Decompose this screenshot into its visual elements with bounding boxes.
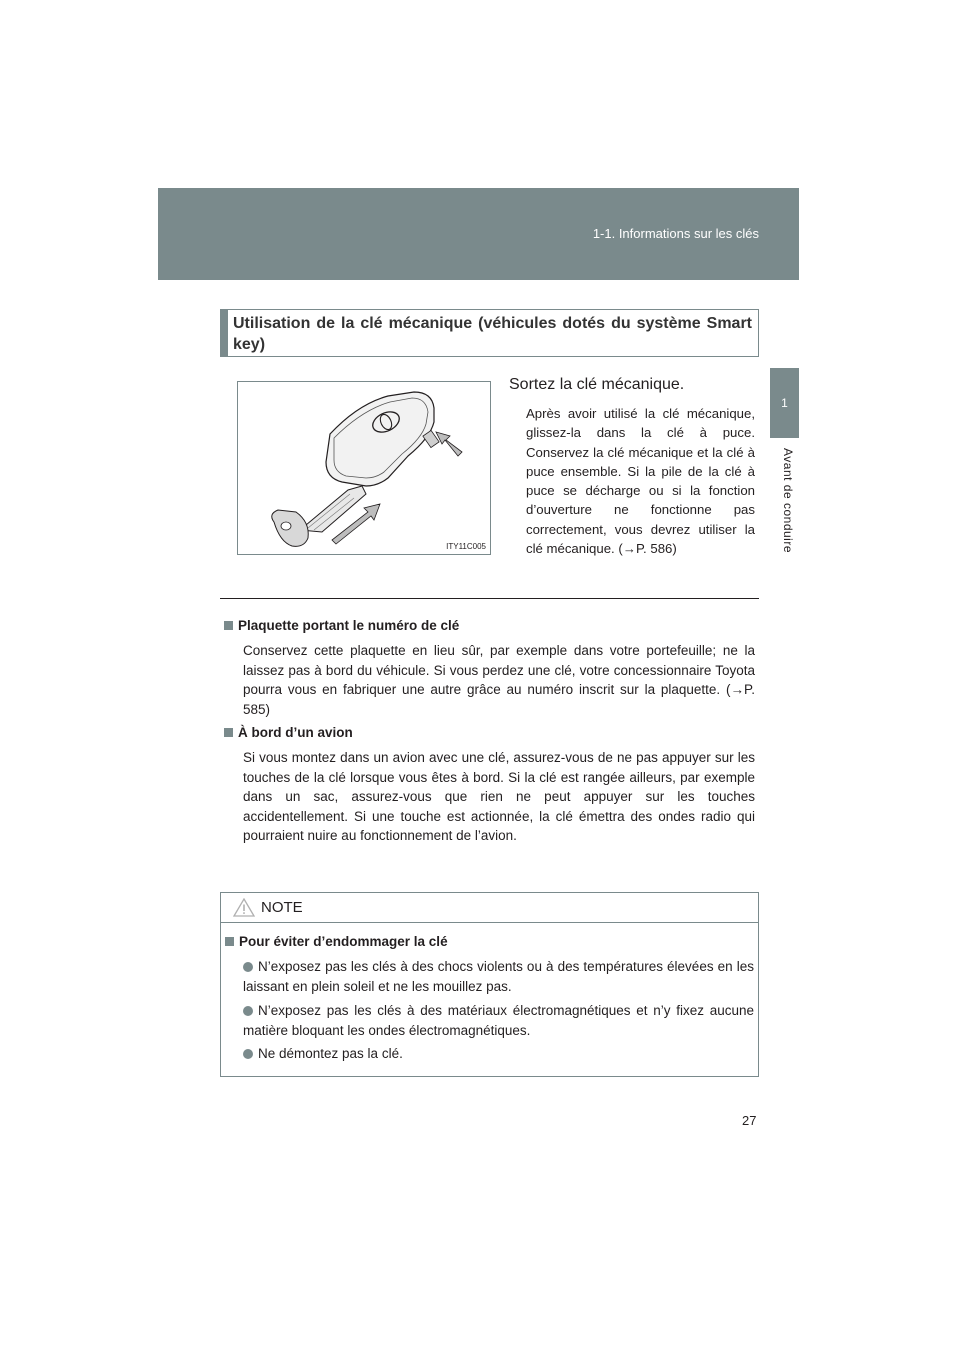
item-title-key-plate bbox=[224, 618, 459, 633]
square-bullet-icon bbox=[225, 937, 234, 946]
note-point bbox=[243, 957, 754, 996]
key-illustration bbox=[237, 381, 491, 555]
note-point-text: N’exposez pas les clés à des matériaux électromagnétiques et n’y fixez aucune matière bloquant les ondes électromagnétiques. bbox=[243, 1003, 754, 1038]
section-label: 1-1. Informations sur les clés bbox=[592, 226, 759, 241]
step-text: Après avoir utilisé la clé mécanique, glissez-la dans la clé à puce. Conservez la clé mécanique et la clé à puce ensemble. Si la pile de la clé à puce se décharge ou si la fonction d’ouverture ne fonctionne pas correctement, vous devrez utiliser la clé mécanique. (→P. 586) bbox=[526, 406, 755, 557]
note-subtitle-text: Pour éviter d’endommager la clé bbox=[239, 934, 448, 949]
round-bullet-icon bbox=[243, 1049, 253, 1059]
step-title: Sortez la clé mécanique. bbox=[509, 376, 685, 393]
item-title-text: Plaquette portant le numéro de clé bbox=[238, 618, 460, 633]
note-point-text: Ne démontez pas la clé. bbox=[258, 1046, 403, 1061]
divider bbox=[220, 598, 759, 599]
section-title-bar bbox=[221, 310, 228, 356]
note-box bbox=[220, 892, 759, 1077]
chapter-title: Avant de conduire bbox=[781, 448, 795, 554]
note-header bbox=[221, 893, 758, 923]
figure-code: ITY11C005 bbox=[446, 542, 486, 551]
note-label: NOTE bbox=[261, 899, 303, 916]
item-title-text: À bord d’un avion bbox=[238, 725, 353, 740]
header-band bbox=[158, 188, 799, 280]
round-bullet-icon bbox=[243, 962, 253, 972]
note-subtitle bbox=[225, 934, 448, 949]
smart-key-drawing bbox=[238, 382, 490, 554]
note-point bbox=[243, 1001, 754, 1040]
round-bullet-icon bbox=[243, 1006, 253, 1016]
square-bullet-icon bbox=[224, 621, 233, 630]
square-bullet-icon bbox=[224, 728, 233, 737]
note-point-text: N’exposez pas les clés à des chocs violents ou à des températures élevées en les laissant en plein soleil et ne les mouillez pas. bbox=[243, 959, 754, 994]
chapter-tab[interactable]: 1 bbox=[770, 368, 799, 438]
warning-icon bbox=[233, 898, 255, 917]
note-point bbox=[243, 1044, 754, 1064]
item-body-key-plate: Conservez cette plaquette en lieu sûr, par exemple dans votre portefeuille; ne la laissez pas à bord du véhicule. Si vous perdez une clé, votre concessionnaire Toyota pourra vous en fabriquer une autre grâce au numéro inscrit sur la plaquette. (→P. 585) bbox=[243, 643, 755, 717]
page-number: 27 bbox=[742, 1113, 757, 1128]
item-title-airplane bbox=[224, 725, 353, 740]
section-title: Utilisation de la clé mécanique (véhicules dotés du système Smart key) bbox=[233, 315, 752, 353]
item-body-airplane: Si vous montez dans un avion avec une clé, assurez-vous de ne pas appuyer sur les touches de la clé lorsque vous êtes à bord. Si la clé est rangée ailleurs, par exemple dans un sac, assurez-vous que rien ne peut appuyer sur les touches accidentellement. Si une touche est actionnée, la clé émettra des ondes radio qui pourraient nuire au fonctionnement de l’avion. bbox=[243, 750, 755, 843]
section-title-box bbox=[220, 309, 759, 357]
